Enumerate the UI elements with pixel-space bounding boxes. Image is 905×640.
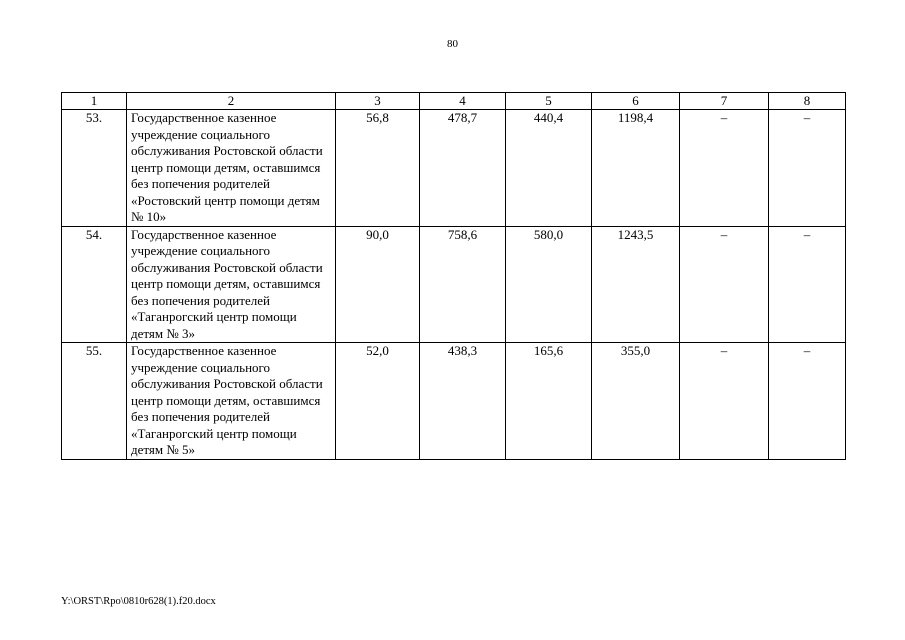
header-row bbox=[62, 93, 846, 110]
column-header-4: 4 bbox=[420, 93, 506, 110]
cell-col-8: – bbox=[769, 343, 846, 460]
institution-name: Государственное казенное учреждение социального обслуживания Ростовской области центр помощи детям, оставшимся без попечения родителей «Таганрогский центр помощи детям № 3» bbox=[127, 226, 336, 343]
page-number: 80 bbox=[447, 38, 458, 50]
column-header-7: 7 bbox=[680, 93, 769, 110]
row-number: 55. bbox=[62, 343, 127, 460]
data-table bbox=[61, 92, 846, 460]
cell-col-7: – bbox=[680, 226, 769, 343]
cell-col-5: 440,4 bbox=[506, 110, 592, 227]
column-header-5: 5 bbox=[506, 93, 592, 110]
table-row bbox=[62, 110, 846, 227]
cell-col-7: – bbox=[680, 343, 769, 460]
cell-col-5: 580,0 bbox=[506, 226, 592, 343]
cell-col-3: 90,0 bbox=[336, 226, 420, 343]
table-row bbox=[62, 343, 846, 460]
cell-col-7: – bbox=[680, 110, 769, 227]
cell-col-8: – bbox=[769, 226, 846, 343]
column-header-3: 3 bbox=[336, 93, 420, 110]
table-row bbox=[62, 226, 846, 343]
row-number: 54. bbox=[62, 226, 127, 343]
cell-col-4: 438,3 bbox=[420, 343, 506, 460]
institution-name: Государственное казенное учреждение социального обслуживания Ростовской области центр помощи детям, оставшимся без попечения родителей «Ростовский центр помощи детям № 10» bbox=[127, 110, 336, 227]
row-number: 53. bbox=[62, 110, 127, 227]
cell-col-4: 478,7 bbox=[420, 110, 506, 227]
column-header-1: 1 bbox=[62, 93, 127, 110]
cell-col-6: 1198,4 bbox=[592, 110, 680, 227]
cell-col-5: 165,6 bbox=[506, 343, 592, 460]
column-header-8: 8 bbox=[769, 93, 846, 110]
column-header-2: 2 bbox=[127, 93, 336, 110]
cell-col-8: – bbox=[769, 110, 846, 227]
cell-col-4: 758,6 bbox=[420, 226, 506, 343]
cell-col-3: 56,8 bbox=[336, 110, 420, 227]
cell-col-6: 355,0 bbox=[592, 343, 680, 460]
column-header-6: 6 bbox=[592, 93, 680, 110]
cell-col-3: 52,0 bbox=[336, 343, 420, 460]
cell-col-6: 1243,5 bbox=[592, 226, 680, 343]
file-path-footer: Y:\ORST\Rpo\0810r628(1).f20.docx bbox=[61, 596, 216, 607]
institution-name: Государственное казенное учреждение социального обслуживания Ростовской области центр помощи детям, оставшимся без попечения родителей «Таганрогский центр помощи детям № 5» bbox=[127, 343, 336, 460]
